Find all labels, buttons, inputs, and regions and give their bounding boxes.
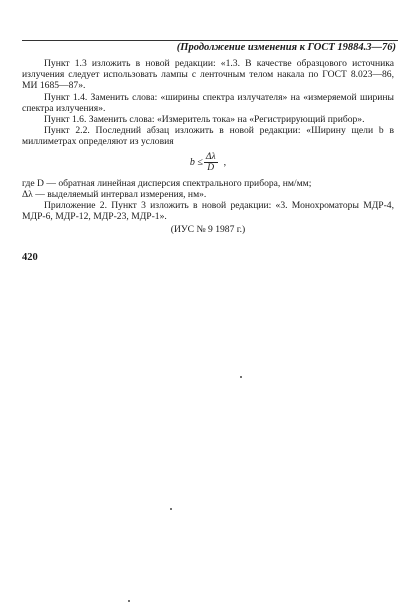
page-number: 420 bbox=[22, 252, 38, 263]
formula-denominator: D bbox=[207, 163, 215, 174]
paragraph-appendix-2: Приложение 2. Пункт 3 изложить в новой редакции: «3. Монохроматоры МДР-4, МДР-6, МДР-12, МДР-23, МДР-1». bbox=[22, 200, 394, 223]
paragraph-item-1-3: Пункт 1.3 изложить в новой редакции: «1.3. В качестве образцового источника излучения следует использовать лампы с ленточным телом накала по ГОСТ 8.023—86, МИ 1685—87». bbox=[22, 58, 394, 92]
paragraph-item-1-6: Пункт 1.6. Заменить слова: «Измеритель тока» на «Регистрирующий прибор». bbox=[44, 114, 365, 126]
scan-speck bbox=[240, 376, 242, 378]
formula-lhs: b ≤ bbox=[189, 157, 203, 169]
formula-fraction bbox=[204, 152, 218, 173]
definition-d: где D — обратная линейная дисперсия спектрального прибора, нм/мм; bbox=[22, 177, 312, 189]
document-body bbox=[22, 58, 394, 236]
paragraph-item-2-2: Пункт 2.2. Последний абзац изложить в новой редакции: «Ширину щели b в миллиметрах определяют из условия bbox=[22, 125, 394, 148]
source-reference: (ИУС № 9 1987 г.) bbox=[170, 224, 246, 236]
slit-width-formula bbox=[22, 151, 394, 175]
definition-delta-lambda: Δλ — выделяемый интервал измерения, нм». bbox=[22, 188, 207, 200]
scan-speck bbox=[170, 508, 172, 510]
header-rule bbox=[22, 40, 398, 41]
paragraph-item-1-4: Пункт 1.4. Заменить слова: «ширины спектра излучателя» на «измеряемой ширины спектра излучения». bbox=[22, 91, 394, 114]
formula-numerator: Δλ bbox=[205, 152, 216, 163]
scan-speck bbox=[128, 600, 130, 602]
formula-comma: , bbox=[223, 157, 227, 169]
running-head: (Продолжение изменения к ГОСТ 19884.3—76) bbox=[176, 42, 396, 53]
